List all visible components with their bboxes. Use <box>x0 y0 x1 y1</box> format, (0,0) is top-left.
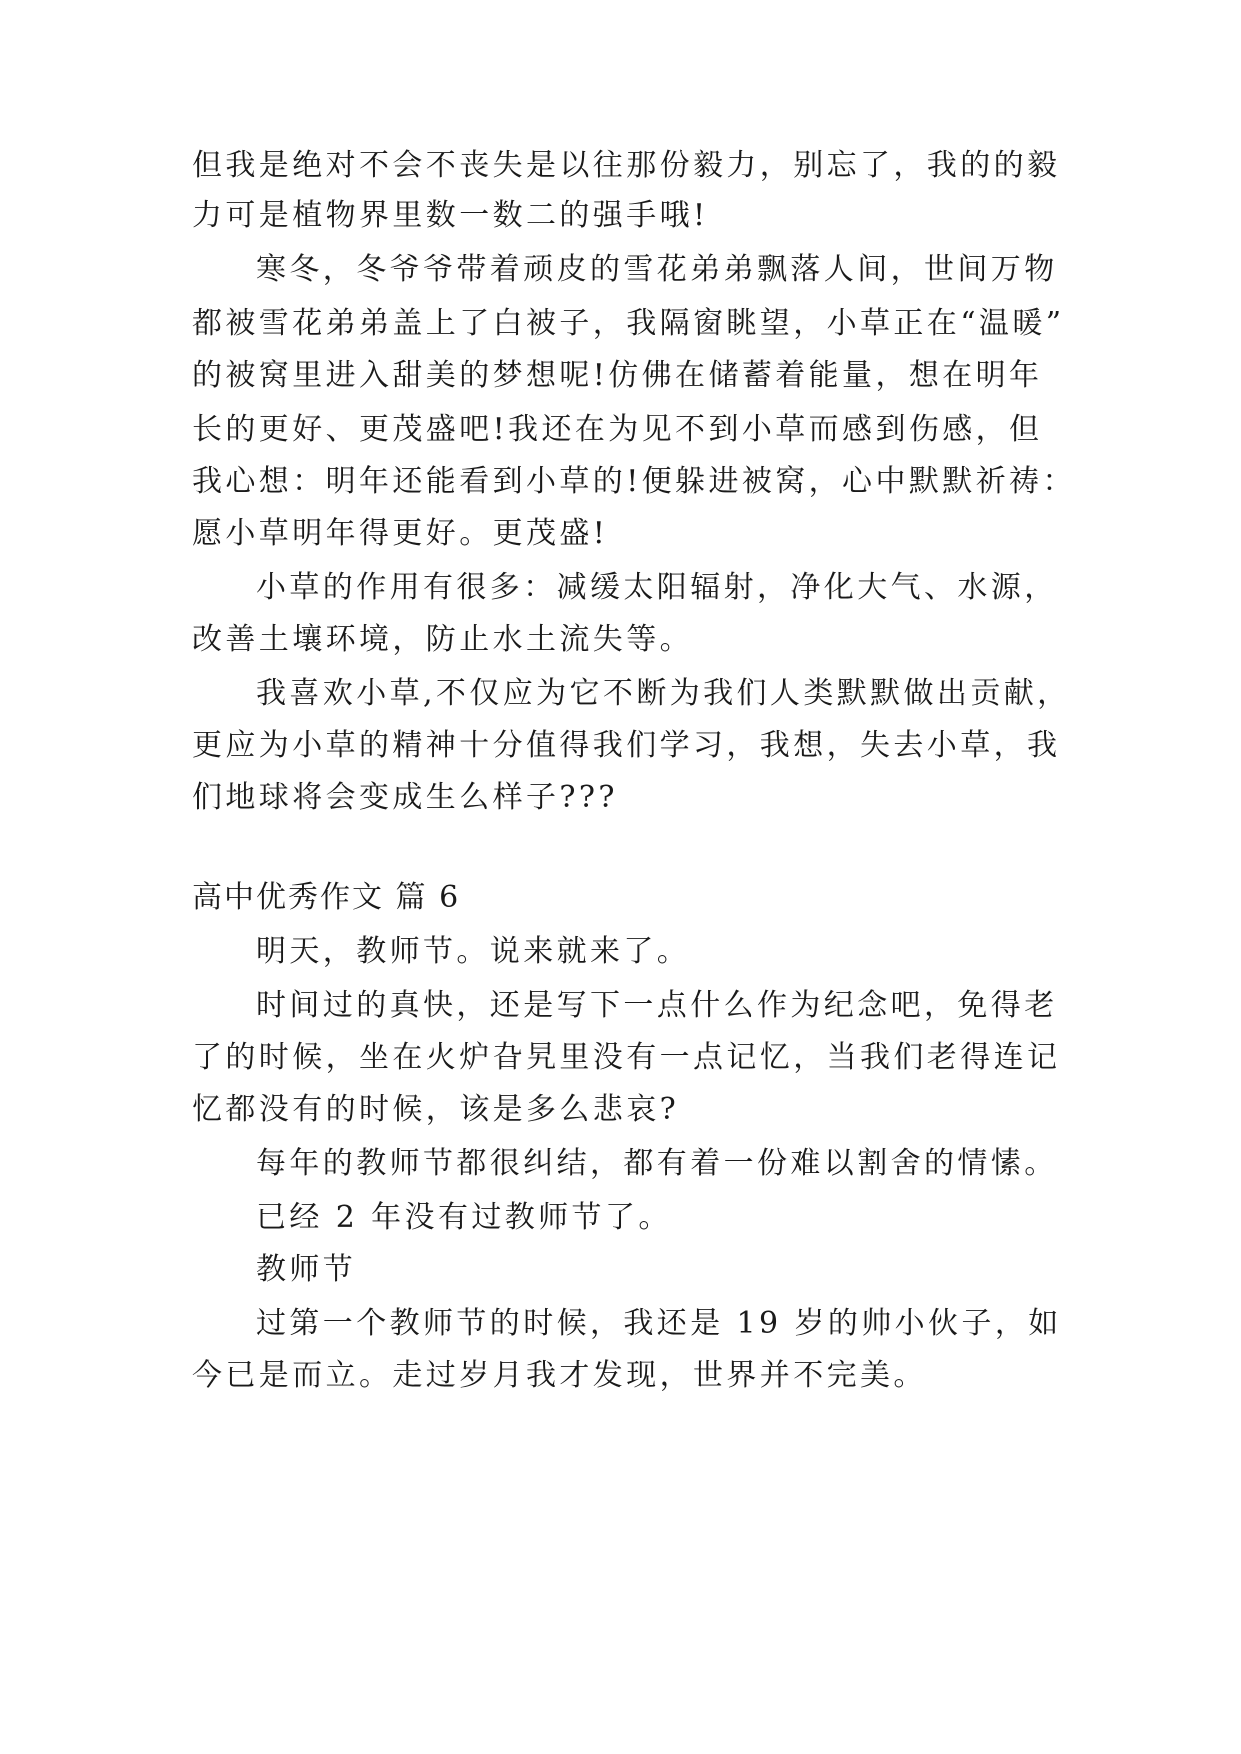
paragraph-line: 我喜欢小草,不仅应为它不断为我们人类默默做出贡献， <box>256 676 1071 711</box>
paragraph-line: 今已是而立。走过岁月我才发现，世界并不完美。 <box>192 1358 927 1393</box>
paragraph-line: 改善土壤环境，防止水土流失等。 <box>192 622 693 657</box>
paragraph-line: 长的更好、更茂盛吧!我还在为见不到小草而感到伤感，但 <box>192 412 1043 447</box>
paragraph-line: 都被雪花弟弟盖上了白被子，我隔窗眺望，小草正在“温暖” <box>192 306 1065 341</box>
paragraph-line: 时间过的真快，还是写下一点什么作为纪念吧，免得老 <box>256 988 1058 1023</box>
paragraph-line: 了的时候，坐在火炉旮旯里没有一点记忆，当我们老得连记 <box>192 1040 1061 1075</box>
paragraph-line: 明天，教师节。说来就来了。 <box>256 934 691 969</box>
section-heading: 高中优秀作文 篇 6 <box>192 880 461 915</box>
paragraph-line: 我心想：明年还能看到小草的!便躲进被窝，心中默默祈祷： <box>192 464 1076 499</box>
paragraph-line: 但我是绝对不会不丧失是以往那份毅力，别忘了，我的的毅 <box>192 148 1061 183</box>
paragraph-line: 力可是植物界里数一数二的强手哦! <box>192 198 709 233</box>
paragraph-line: 寒冬，冬爷爷带着顽皮的雪花弟弟飘落人间，世间万物 <box>256 252 1058 287</box>
paragraph-line: 更应为小草的精神十分值得我们学习，我想，失去小草，我 <box>192 728 1061 763</box>
paragraph-line: 每年的教师节都很纠结，都有着一份难以割舍的情愫。 <box>256 1146 1058 1181</box>
paragraph-line: 们地球将会变成生么样子??? <box>192 780 618 815</box>
paragraph-line: 的被窝里进入甜美的梦想呢!仿佛在储蓄着能量，想在明年 <box>192 358 1043 393</box>
paragraph-line: 小草的作用有很多：减缓太阳辐射，净化大气、水源， <box>256 570 1058 605</box>
paragraph-line: 过第一个教师节的时候，我还是 19 岁的帅小伙子，如 <box>256 1306 1062 1341</box>
paragraph-line: 已经 2 年没有过教师节了。 <box>256 1200 672 1235</box>
paragraph-line: 教师节 <box>256 1252 357 1287</box>
paragraph-line: 愿小草明年得更好。更茂盛! <box>192 516 609 551</box>
paragraph-line: 忆都没有的时候，该是多么悲哀? <box>192 1092 680 1127</box>
